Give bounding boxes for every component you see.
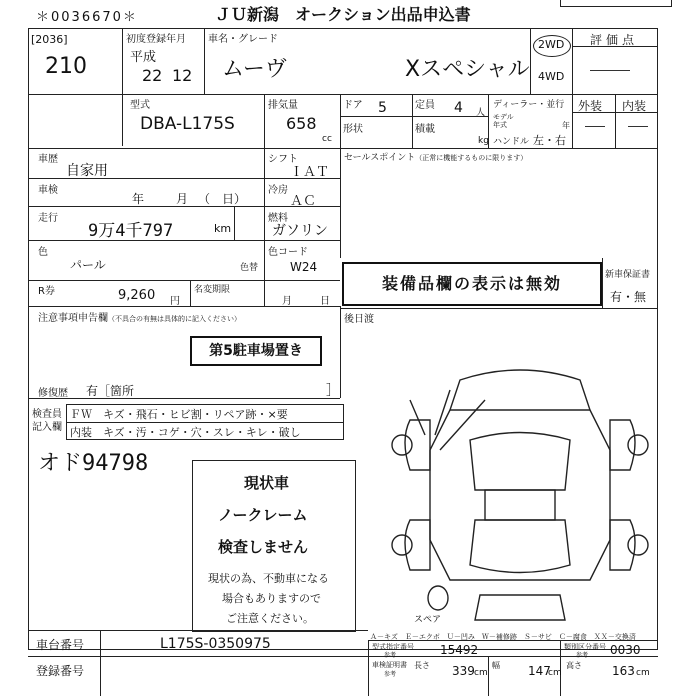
category-label: 類別区分番号 [564, 643, 606, 651]
length-label: 長さ [414, 661, 430, 670]
interior-label: 内装 [622, 99, 647, 113]
drive-4wd: 4WD [538, 70, 565, 83]
registration-label: 登録番号 [36, 664, 85, 678]
as-is-line-5: 場合もありますので [222, 592, 321, 605]
as-is-line-1: 現状車 [244, 474, 290, 492]
height-unit: cm [636, 668, 650, 678]
inspection-day: （ 日） [198, 192, 247, 206]
height-label: 高さ [566, 661, 582, 670]
fuel-value: ガソリン [272, 223, 328, 239]
doors-label: ドア [343, 100, 363, 111]
serial-number: ＊0036670＊ [36, 10, 138, 25]
chassis-value: L175S-0350975 [160, 636, 271, 652]
length-value: 339 [452, 664, 475, 678]
shift-value: ＩＡＴ [290, 165, 330, 180]
name-change-month: 月 [282, 296, 292, 307]
handle-label: ハンドル [493, 137, 530, 147]
car-name-label: 車名・グレード [208, 34, 278, 45]
lot-number: 210 [45, 54, 87, 79]
inspection-label: 車検 [38, 185, 58, 196]
color-code: W24 [290, 260, 318, 274]
height-value: 163 [612, 664, 635, 678]
new-car-cert-label: 新車保証書 [605, 270, 651, 280]
car-grade: Xスペシャル [405, 57, 530, 82]
exterior-score-dash [585, 126, 605, 127]
model-value: DBA-L175S [140, 114, 235, 134]
usage-label: 車歴 [38, 154, 58, 165]
lot-code: [2036] [31, 33, 68, 46]
as-is-line-4: 現状の為、不動車になる [208, 572, 329, 585]
handle-value: 左・右 [533, 134, 566, 147]
new-car-cert-value: 有・無 [610, 290, 647, 304]
equipment-stamp: 装備品欄の表示は無効 [342, 262, 602, 306]
load-label: 積載 [415, 124, 435, 135]
width-value: 147 [528, 664, 551, 678]
top-right-box [560, 0, 672, 7]
mileage-unit: km [214, 222, 232, 235]
car-name: ムーヴ [222, 57, 287, 82]
shift-label: シフト [268, 154, 298, 165]
as-is-line-6: ご注意ください。 [226, 612, 314, 625]
capacity-unit: 人 [476, 108, 486, 118]
parking-stamp: 第5駐車場置き [190, 336, 322, 366]
repair-close-bracket: ］ [326, 383, 340, 399]
aircon-label: 冷房 [268, 185, 288, 196]
doors-value: 5 [378, 100, 387, 116]
name-change-label: 名変期限 [194, 285, 231, 295]
inspector-label: 検査員 記入欄 [32, 409, 62, 433]
damage-legend: Ａ－キズ Ｅ－エクボ Ｕ－凹み Ｗ－補修跡 Ｓ－サビ Ｃ－腐食 ＸＸ－交換済 [370, 633, 636, 641]
interior-score-dash [628, 126, 648, 127]
shape-label: 形状 [343, 124, 363, 135]
exterior-label: 外装 [578, 99, 603, 113]
recycle-value: 9,260 [118, 288, 156, 303]
width-unit: cm [548, 668, 562, 678]
odometer-note: オド94798 [38, 451, 149, 476]
color-code-label: 色コード [268, 247, 308, 258]
model-year-label: モデル [493, 113, 514, 121]
displacement-value: 658 [286, 114, 317, 133]
as-is-line-3: 検査しません [218, 538, 309, 556]
dealer-label: ディーラー・並行 [493, 100, 565, 110]
check-row-1: ＦＷ キズ・飛石・ヒビ割・リペア跡・×要 [70, 408, 288, 421]
repaint-label: 色替 [240, 263, 259, 273]
category-value: 0030 [610, 643, 641, 657]
spare-label: スペア [414, 615, 442, 625]
dims-cert-label: 車検証明書 [372, 661, 407, 669]
category-sub: 参考 [576, 652, 589, 659]
first-reg-year: 22 [142, 66, 163, 85]
as-is-line-2: ノークレーム [218, 506, 308, 524]
color-value: パール [70, 258, 106, 272]
sales-point-label: セールスポイント（正常に機能するものに限ります） [344, 153, 528, 163]
displacement-unit: cc [322, 134, 332, 144]
capacity-value: 4 [454, 100, 463, 116]
drive-2wd: 2WD [538, 38, 565, 51]
mileage-value: 9万4千797 [88, 221, 174, 241]
width-label: 幅 [492, 661, 500, 670]
first-reg-era: 平成 [130, 50, 157, 65]
usage-value: 自家用 [66, 163, 108, 179]
score-label: 評価点 [590, 33, 639, 47]
inspection-year: 年 [132, 192, 145, 206]
score-handwritten [590, 70, 630, 71]
car-damage-diagram [390, 340, 650, 630]
name-change-day: 日 [320, 296, 330, 307]
check-row-2: 内装 キズ・汚・コゲ・穴・スレ・キレ・破し [70, 426, 301, 439]
color-label: 色 [38, 247, 48, 258]
after-delivery-label: 後日渡 [344, 314, 374, 325]
aircon-value: ＡＣ [290, 194, 317, 209]
displacement-label: 排気量 [268, 100, 298, 111]
inspection-month: 月 [176, 192, 189, 206]
designation-label: 型式指定番号 [372, 643, 414, 651]
dims-sub: 参考 [384, 671, 397, 678]
year-unit: 年 [562, 121, 570, 130]
recycle-label: R券 [38, 286, 55, 297]
first-reg-label: 初度登録年月 [126, 34, 186, 45]
year-label: 年式 [493, 121, 507, 129]
model-label: 型式 [130, 100, 150, 111]
length-unit: cm [474, 668, 488, 678]
repair-value: 有［箇所 [86, 384, 135, 398]
form-title: ＪＵ新潟 オークション出品申込書 [215, 5, 471, 24]
first-reg-month: 12 [172, 66, 193, 85]
capacity-label: 定員 [415, 100, 435, 111]
designation-sub: 参考 [384, 652, 397, 659]
mileage-label: 走行 [38, 213, 58, 224]
recycle-unit: 円 [170, 296, 180, 307]
repair-label: 修復歴 [38, 388, 68, 399]
designation-value: 15492 [440, 643, 479, 657]
chassis-label: 車台番号 [36, 638, 85, 652]
fuel-label: 燃料 [268, 213, 288, 224]
notes-label: 注意事項申告欄（不具合の有無は具体的に記入ください） [38, 313, 241, 324]
load-unit: kg [478, 136, 489, 146]
